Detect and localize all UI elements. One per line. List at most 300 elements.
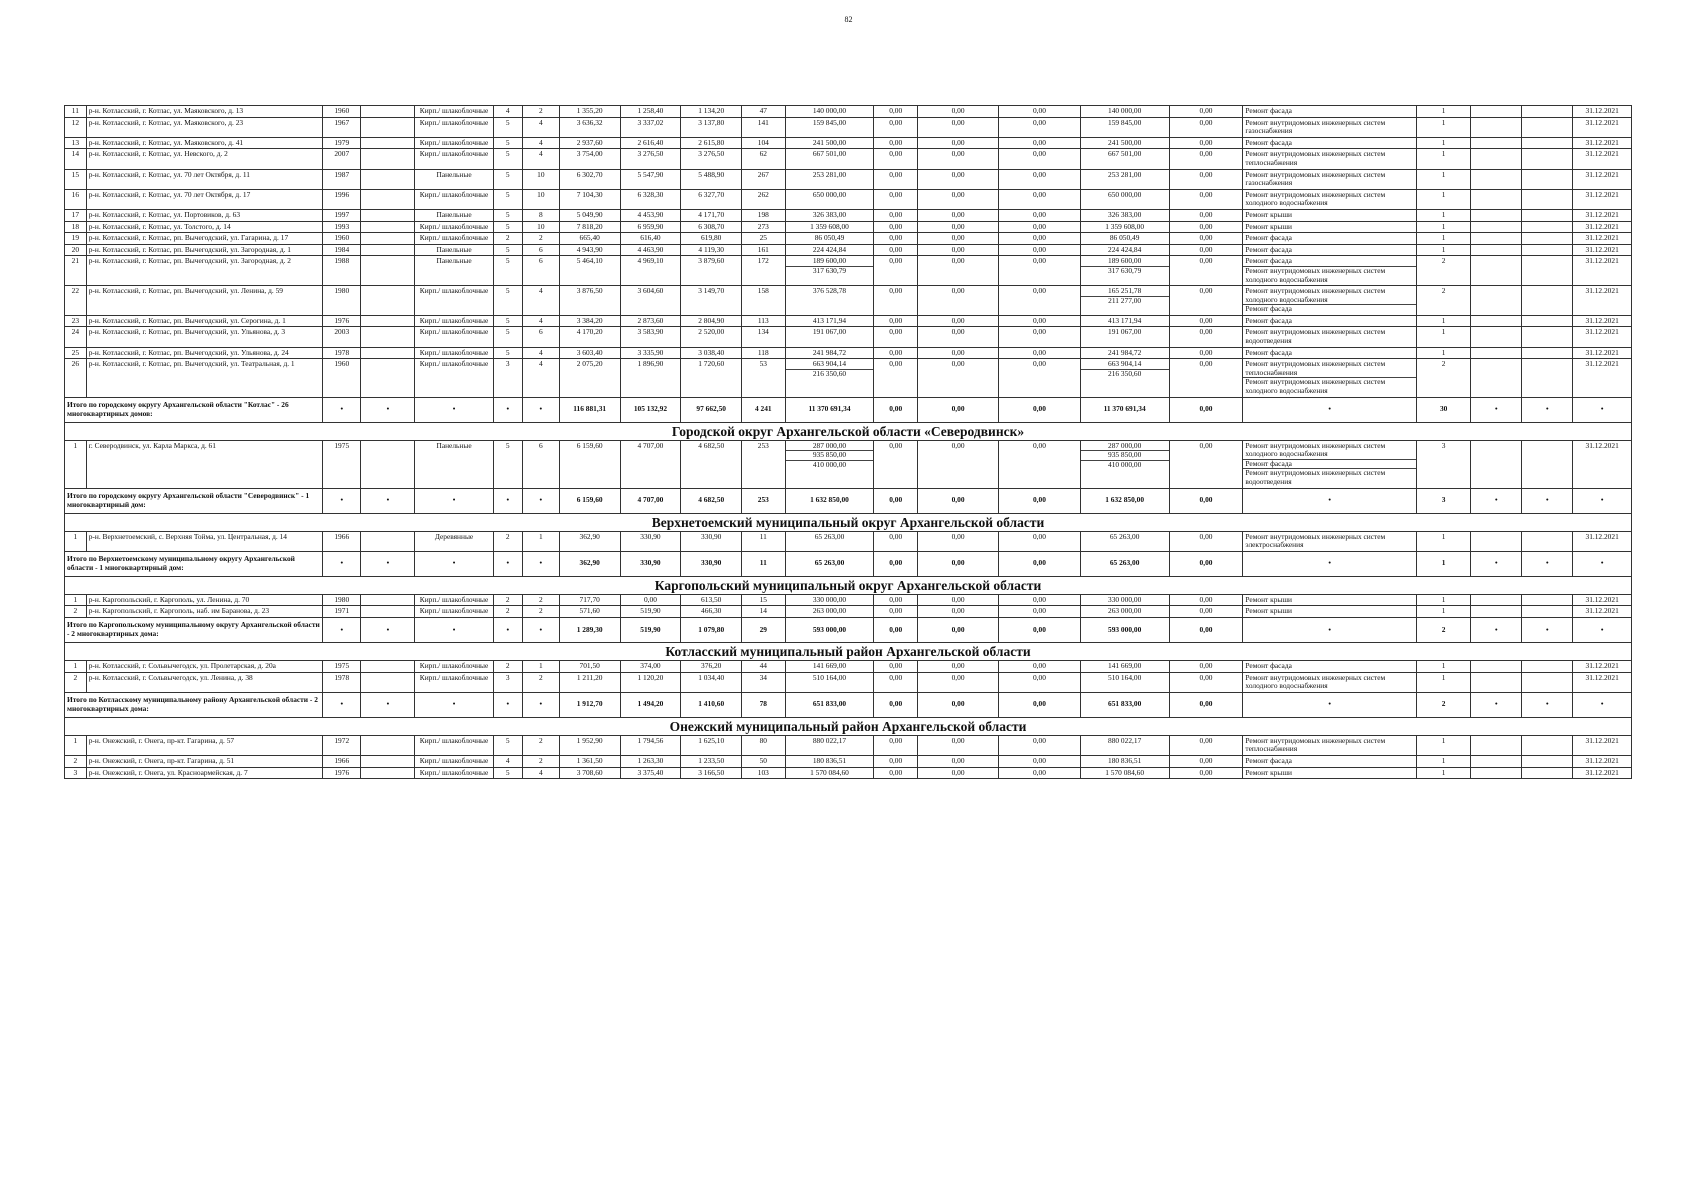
year-built: 1966 [323, 755, 361, 767]
cost-c4: 0,00 [1169, 244, 1243, 256]
works [1243, 531, 1417, 551]
area-owned: 3 879,60 [681, 256, 742, 286]
area-residential: 4 707,00 [620, 440, 681, 488]
total-dot: • [1573, 692, 1632, 717]
year-built: 1978 [323, 347, 361, 359]
floors: 2 [493, 531, 522, 551]
residents: 104 [742, 137, 785, 149]
cost-c1: 0,00 [874, 672, 917, 692]
total-qty: 2 [1417, 692, 1471, 717]
cost-c4: 0,00 [1169, 660, 1243, 672]
cost-total [785, 244, 874, 256]
cost-c2: 0,00 [917, 169, 998, 189]
floors: 5 [493, 286, 522, 316]
area-residential: 6 959,90 [620, 221, 681, 233]
total-label: Итого по городскому округу Архангельской области "Северодвинск" - 1 многоквартирный дом: [65, 488, 323, 513]
total-cost: 1 632 850,00 [785, 488, 874, 513]
year-built: 1960 [323, 106, 361, 118]
address: р-н. Котласский, г. Котлас, рп. Вычегодский, ул. Гагарина, д. 17 [86, 233, 323, 245]
own-funds-value: 330 000,00 [1108, 594, 1142, 604]
entrances: 4 [522, 359, 559, 397]
area-owned: 619,80 [681, 233, 742, 245]
own-funds [1080, 106, 1169, 118]
cost-c1: 0,00 [874, 209, 917, 221]
area-total: 3 876,50 [559, 286, 620, 316]
area-total: 3 384,20 [559, 315, 620, 327]
own-funds [1080, 169, 1169, 189]
extra-2 [1522, 117, 1573, 137]
row-number: 2 [65, 672, 87, 692]
completion-date: 31.12.2021 [1573, 209, 1632, 221]
year-built: 1975 [323, 660, 361, 672]
address: р-н. Онежский, г. Онега, пр-кт. Гагарина, д. 57 [86, 735, 323, 755]
table-row [65, 149, 1632, 169]
total-dot: • [415, 692, 493, 717]
year-overhaul [361, 244, 415, 256]
year-built: 1988 [323, 256, 361, 286]
own-funds [1080, 149, 1169, 169]
cost-c2: 0,00 [917, 359, 998, 397]
cost-c1: 0,00 [874, 359, 917, 397]
works [1243, 767, 1417, 779]
address: р-н. Котласский, г. Котлас, ул. Портовиков, д. 63 [86, 209, 323, 221]
cost-c4: 0,00 [1169, 189, 1243, 209]
own-funds-value: 253 281,00 [1108, 169, 1142, 179]
residents: 62 [742, 149, 785, 169]
extra-1 [1471, 149, 1522, 169]
work-item: Ремонт фасада [1245, 256, 1292, 266]
own-funds [1080, 767, 1169, 779]
own-funds [1080, 347, 1169, 359]
works [1243, 244, 1417, 256]
completion-date: 31.12.2021 [1573, 755, 1632, 767]
cost-c3: 0,00 [999, 137, 1080, 149]
area-residential: 2 873,60 [620, 315, 681, 327]
cost-c2: 0,00 [917, 189, 998, 209]
year-overhaul [361, 440, 415, 488]
entrances: 6 [522, 256, 559, 286]
table-row [65, 221, 1632, 233]
total-area-own: 4 682,50 [681, 488, 742, 513]
work-item: Ремонт внутридомовых инженерных систем водоотведения [1245, 327, 1386, 346]
wall-material: Кирп./ шлакоблочные [415, 359, 493, 397]
cost-c4: 0,00 [1169, 347, 1243, 359]
section-title: Каргопольский муниципальный округ Архангельской области [65, 576, 1632, 594]
year-overhaul [361, 359, 415, 397]
total-dot: • [522, 488, 559, 513]
cost-value: 263 000,00 [812, 606, 847, 616]
area-residential: 330,90 [620, 531, 681, 551]
cost-value: 413 171,94 [812, 315, 847, 325]
total-dot: • [415, 488, 493, 513]
row-number: 23 [65, 315, 87, 327]
year-built: 2003 [323, 327, 361, 347]
own-funds-value: 224 424,84 [1108, 244, 1142, 254]
total-own-funds: 1 632 850,00 [1080, 488, 1169, 513]
area-residential: 1 263,30 [620, 755, 681, 767]
work-item: Ремонт крыши [1245, 221, 1293, 231]
table-row [65, 117, 1632, 137]
area-residential: 3 375,40 [620, 767, 681, 779]
total-own-funds: 593 000,00 [1080, 617, 1169, 642]
extra-1 [1471, 531, 1522, 551]
cost-c2: 0,00 [917, 660, 998, 672]
extra-2 [1522, 244, 1573, 256]
own-funds-value: 326 383,00 [1108, 209, 1142, 219]
extra-1 [1471, 256, 1522, 286]
wall-material: Панельные [415, 169, 493, 189]
cost-value: 330 000,00 [812, 594, 847, 604]
cost-c2: 0,00 [917, 347, 998, 359]
row-number: 24 [65, 327, 87, 347]
completion-date: 31.12.2021 [1573, 531, 1632, 551]
area-owned: 330,90 [681, 531, 742, 551]
extra-2 [1522, 767, 1573, 779]
works-qty: 1 [1417, 221, 1471, 233]
work-item: Ремонт внутридомовых инженерных систем электроснабжения [1245, 531, 1386, 550]
total-c2: 0,00 [917, 617, 998, 642]
year-overhaul [361, 315, 415, 327]
cost-c3: 0,00 [999, 660, 1080, 672]
work-item: Ремонт фасада [1245, 106, 1292, 115]
table-row [65, 347, 1632, 359]
cost-c1: 0,00 [874, 315, 917, 327]
total-c2: 0,00 [917, 551, 998, 576]
cost-value: 241 500,00 [812, 137, 847, 147]
table-row [65, 327, 1632, 347]
residents: 14 [742, 606, 785, 618]
total-residents: 78 [742, 692, 785, 717]
residents: 198 [742, 209, 785, 221]
total-dot: • [415, 551, 493, 576]
completion-date: 31.12.2021 [1573, 221, 1632, 233]
year-overhaul [361, 755, 415, 767]
extra-2 [1522, 221, 1573, 233]
own-funds-value: 413 171,94 [1108, 315, 1142, 325]
residents: 80 [742, 735, 785, 755]
works [1243, 256, 1417, 286]
year-built: 1971 [323, 606, 361, 618]
cost-c2: 0,00 [917, 244, 998, 256]
entrances: 4 [522, 315, 559, 327]
total-dot: • [493, 397, 522, 422]
cost-value: 216 350,60 [786, 369, 874, 379]
table-row [65, 359, 1632, 397]
own-funds-value: 317 630,79 [1081, 266, 1169, 276]
total-dot: • [415, 397, 493, 422]
cost-c2: 0,00 [917, 327, 998, 347]
row-number: 2 [65, 755, 87, 767]
own-funds-value: 287 000,00 [1108, 440, 1142, 450]
extra-1 [1471, 189, 1522, 209]
total-dot: • [1471, 488, 1522, 513]
residents: 25 [742, 233, 785, 245]
area-residential: 6 328,30 [620, 189, 681, 209]
total-row [65, 551, 1632, 576]
cost-c3: 0,00 [999, 221, 1080, 233]
cost-c3: 0,00 [999, 735, 1080, 755]
works [1243, 594, 1417, 606]
row-number: 1 [65, 531, 87, 551]
wall-material: Кирп./ шлакоблочные [415, 327, 493, 347]
works [1243, 117, 1417, 137]
area-residential: 1 258,40 [620, 106, 681, 118]
year-overhaul [361, 149, 415, 169]
area-total: 7 104,30 [559, 189, 620, 209]
own-funds-value: 241 500,00 [1108, 137, 1142, 147]
area-owned: 6 308,70 [681, 221, 742, 233]
total-dot: • [1243, 488, 1417, 513]
total-dot: • [361, 488, 415, 513]
table-row [65, 660, 1632, 672]
address: р-н. Котласский, г. Котлас, ул. Невского, д. 2 [86, 149, 323, 169]
completion-date: 31.12.2021 [1573, 767, 1632, 779]
row-number: 1 [65, 735, 87, 755]
cost-total [785, 347, 874, 359]
address: р-н. Каргопольский, г. Каргополь, наб. им Баранова, д. 23 [86, 606, 323, 618]
completion-date: 31.12.2021 [1573, 606, 1632, 618]
total-row [65, 692, 1632, 717]
address: р-н. Котласский, г. Котлас, рп. Вычегодский, ул. Загородная, д. 1 [86, 244, 323, 256]
completion-date: 31.12.2021 [1573, 169, 1632, 189]
cost-value: 935 850,00 [786, 450, 874, 460]
total-dot: • [1573, 397, 1632, 422]
cost-c4: 0,00 [1169, 327, 1243, 347]
own-funds [1080, 359, 1169, 397]
year-overhaul [361, 606, 415, 618]
area-total: 5 464,10 [559, 256, 620, 286]
wall-material: Панельные [415, 440, 493, 488]
completion-date: 31.12.2021 [1573, 286, 1632, 316]
floors: 3 [493, 359, 522, 397]
total-area-own: 97 662,50 [681, 397, 742, 422]
total-label: Итого по Котласскому муниципальному району Архангельской области - 2 многоквартирных дома: [65, 692, 323, 717]
entrances: 6 [522, 244, 559, 256]
work-item: Ремонт фасада [1243, 304, 1416, 314]
year-built: 1979 [323, 137, 361, 149]
total-c4: 0,00 [1169, 551, 1243, 576]
wall-material: Кирп./ шлакоблочные [415, 149, 493, 169]
address: р-н. Котласский, г. Котлас, рп. Вычегодский, ул. Ленина, д. 59 [86, 286, 323, 316]
works [1243, 440, 1417, 488]
floors: 2 [493, 594, 522, 606]
own-funds [1080, 327, 1169, 347]
area-total: 3 603,40 [559, 347, 620, 359]
cost-c2: 0,00 [917, 606, 998, 618]
work-item: Ремонт внутридомовых инженерных систем холодного водоснабжения [1245, 672, 1386, 691]
extra-2 [1522, 606, 1573, 618]
area-residential: 0,00 [620, 594, 681, 606]
cost-total [785, 233, 874, 245]
cost-c3: 0,00 [999, 594, 1080, 606]
works-qty: 1 [1417, 594, 1471, 606]
entrances: 4 [522, 137, 559, 149]
work-item: Ремонт крыши [1245, 606, 1293, 616]
table-row [65, 672, 1632, 692]
wall-material: Кирп./ шлакоблочные [415, 755, 493, 767]
area-total: 1 952,90 [559, 735, 620, 755]
total-area-total: 116 881,31 [559, 397, 620, 422]
cost-c1: 0,00 [874, 767, 917, 779]
area-owned: 6 327,70 [681, 189, 742, 209]
own-funds [1080, 531, 1169, 551]
total-qty: 30 [1417, 397, 1471, 422]
floors: 5 [493, 221, 522, 233]
section-title: Онежский муниципальный район Архангельской области [65, 717, 1632, 735]
wall-material: Кирп./ шлакоблочные [415, 189, 493, 209]
year-built: 1984 [323, 244, 361, 256]
total-cost: 651 833,00 [785, 692, 874, 717]
own-funds-value: 211 277,00 [1081, 296, 1169, 306]
extra-2 [1522, 359, 1573, 397]
extra-1 [1471, 327, 1522, 347]
table-row [65, 755, 1632, 767]
extra-2 [1522, 315, 1573, 327]
year-built: 1978 [323, 672, 361, 692]
address: р-н. Котласский, г. Сольвычегодск, ул. Пролетарская, д. 20а [86, 660, 323, 672]
cost-value: 159 845,00 [812, 117, 847, 127]
total-dot: • [1522, 692, 1573, 717]
floors: 5 [493, 256, 522, 286]
extra-2 [1522, 189, 1573, 209]
works-qty: 1 [1417, 735, 1471, 755]
works-qty: 1 [1417, 755, 1471, 767]
works-qty: 1 [1417, 106, 1471, 118]
cost-total [785, 672, 874, 692]
total-row [65, 397, 1632, 422]
area-owned: 5 488,90 [681, 169, 742, 189]
cost-value: 410 000,00 [786, 460, 874, 470]
work-item: Ремонт внутридомовых инженерных систем теплоснабжения [1245, 735, 1386, 754]
cost-c1: 0,00 [874, 606, 917, 618]
total-dot: • [1522, 617, 1573, 642]
area-owned: 3 276,50 [681, 149, 742, 169]
cost-c2: 0,00 [917, 137, 998, 149]
table-row [65, 315, 1632, 327]
cost-c4: 0,00 [1169, 755, 1243, 767]
extra-1 [1471, 209, 1522, 221]
total-dot: • [1243, 551, 1417, 576]
completion-date: 31.12.2021 [1573, 117, 1632, 137]
area-residential: 3 604,60 [620, 286, 681, 316]
year-overhaul [361, 347, 415, 359]
works-qty: 1 [1417, 660, 1471, 672]
extra-1 [1471, 233, 1522, 245]
area-residential: 519,90 [620, 606, 681, 618]
cost-c1: 0,00 [874, 286, 917, 316]
works [1243, 672, 1417, 692]
entrances: 2 [522, 735, 559, 755]
cost-c2: 0,00 [917, 106, 998, 118]
area-total: 665,40 [559, 233, 620, 245]
row-number: 12 [65, 117, 87, 137]
area-owned: 466,30 [681, 606, 742, 618]
entrances: 1 [522, 531, 559, 551]
own-funds-value: 410 000,00 [1081, 460, 1169, 470]
year-built: 1967 [323, 117, 361, 137]
area-total: 1 361,50 [559, 755, 620, 767]
address: р-н. Котласский, г. Сольвычегодск, ул. Ленина, д. 38 [86, 672, 323, 692]
row-number: 21 [65, 256, 87, 286]
total-c1: 0,00 [874, 397, 917, 422]
total-area-own: 1 410,60 [681, 692, 742, 717]
cost-total [785, 106, 874, 118]
wall-material: Кирп./ шлакоблочные [415, 117, 493, 137]
total-area-res: 330,90 [620, 551, 681, 576]
total-area-total: 6 159,60 [559, 488, 620, 513]
completion-date: 31.12.2021 [1573, 327, 1632, 347]
cost-value: 880 022,17 [812, 735, 847, 745]
year-built: 1960 [323, 359, 361, 397]
own-funds-value: 510 164,00 [1108, 672, 1142, 682]
row-number: 14 [65, 149, 87, 169]
extra-2 [1522, 106, 1573, 118]
cost-c3: 0,00 [999, 244, 1080, 256]
cost-c4: 0,00 [1169, 233, 1243, 245]
total-c4: 0,00 [1169, 617, 1243, 642]
area-residential: 4 969,10 [620, 256, 681, 286]
year-overhaul [361, 735, 415, 755]
cost-c3: 0,00 [999, 347, 1080, 359]
total-dot: • [415, 617, 493, 642]
cost-c2: 0,00 [917, 315, 998, 327]
own-funds [1080, 594, 1169, 606]
total-residents: 253 [742, 488, 785, 513]
cost-c4: 0,00 [1169, 286, 1243, 316]
works-qty: 1 [1417, 149, 1471, 169]
total-area-res: 105 132,92 [620, 397, 681, 422]
extra-2 [1522, 531, 1573, 551]
cost-c4: 0,00 [1169, 209, 1243, 221]
total-c3: 0,00 [999, 397, 1080, 422]
total-area-res: 519,90 [620, 617, 681, 642]
cost-value: 65 263,00 [814, 531, 845, 541]
total-dot: • [1471, 397, 1522, 422]
work-item: Ремонт внутридомовых инженерных систем газоснабжения [1245, 169, 1386, 188]
wall-material: Кирп./ шлакоблочные [415, 137, 493, 149]
table-row [65, 244, 1632, 256]
total-dot: • [323, 617, 361, 642]
cost-c3: 0,00 [999, 286, 1080, 316]
own-funds-value: 159 845,00 [1108, 117, 1142, 127]
own-funds-value: 65 263,00 [1109, 531, 1140, 541]
entrances: 2 [522, 106, 559, 118]
completion-date: 31.12.2021 [1573, 347, 1632, 359]
area-total: 701,50 [559, 660, 620, 672]
work-item: Ремонт внутридомовых инженерных систем газоснабжения [1245, 117, 1386, 136]
area-owned: 4 171,70 [681, 209, 742, 221]
works-qty: 1 [1417, 137, 1471, 149]
works [1243, 735, 1417, 755]
extra-1 [1471, 286, 1522, 316]
floors: 5 [493, 767, 522, 779]
section-title: Котласский муниципальный район Архангельской области [65, 642, 1632, 660]
table-row [65, 137, 1632, 149]
cost-c1: 0,00 [874, 233, 917, 245]
work-item: Ремонт внутридомовых инженерных систем холодного водоснабжения [1243, 266, 1416, 284]
area-owned: 3 166,50 [681, 767, 742, 779]
address: р-н. Котласский, г. Котлас, ул. Маяковского, д. 23 [86, 117, 323, 137]
entrances: 8 [522, 209, 559, 221]
total-own-funds: 651 833,00 [1080, 692, 1169, 717]
year-overhaul [361, 672, 415, 692]
residents: 253 [742, 440, 785, 488]
wall-material: Кирп./ шлакоблочные [415, 221, 493, 233]
total-qty: 3 [1417, 488, 1471, 513]
entrances: 4 [522, 767, 559, 779]
area-total: 362,90 [559, 531, 620, 551]
extra-1 [1471, 221, 1522, 233]
